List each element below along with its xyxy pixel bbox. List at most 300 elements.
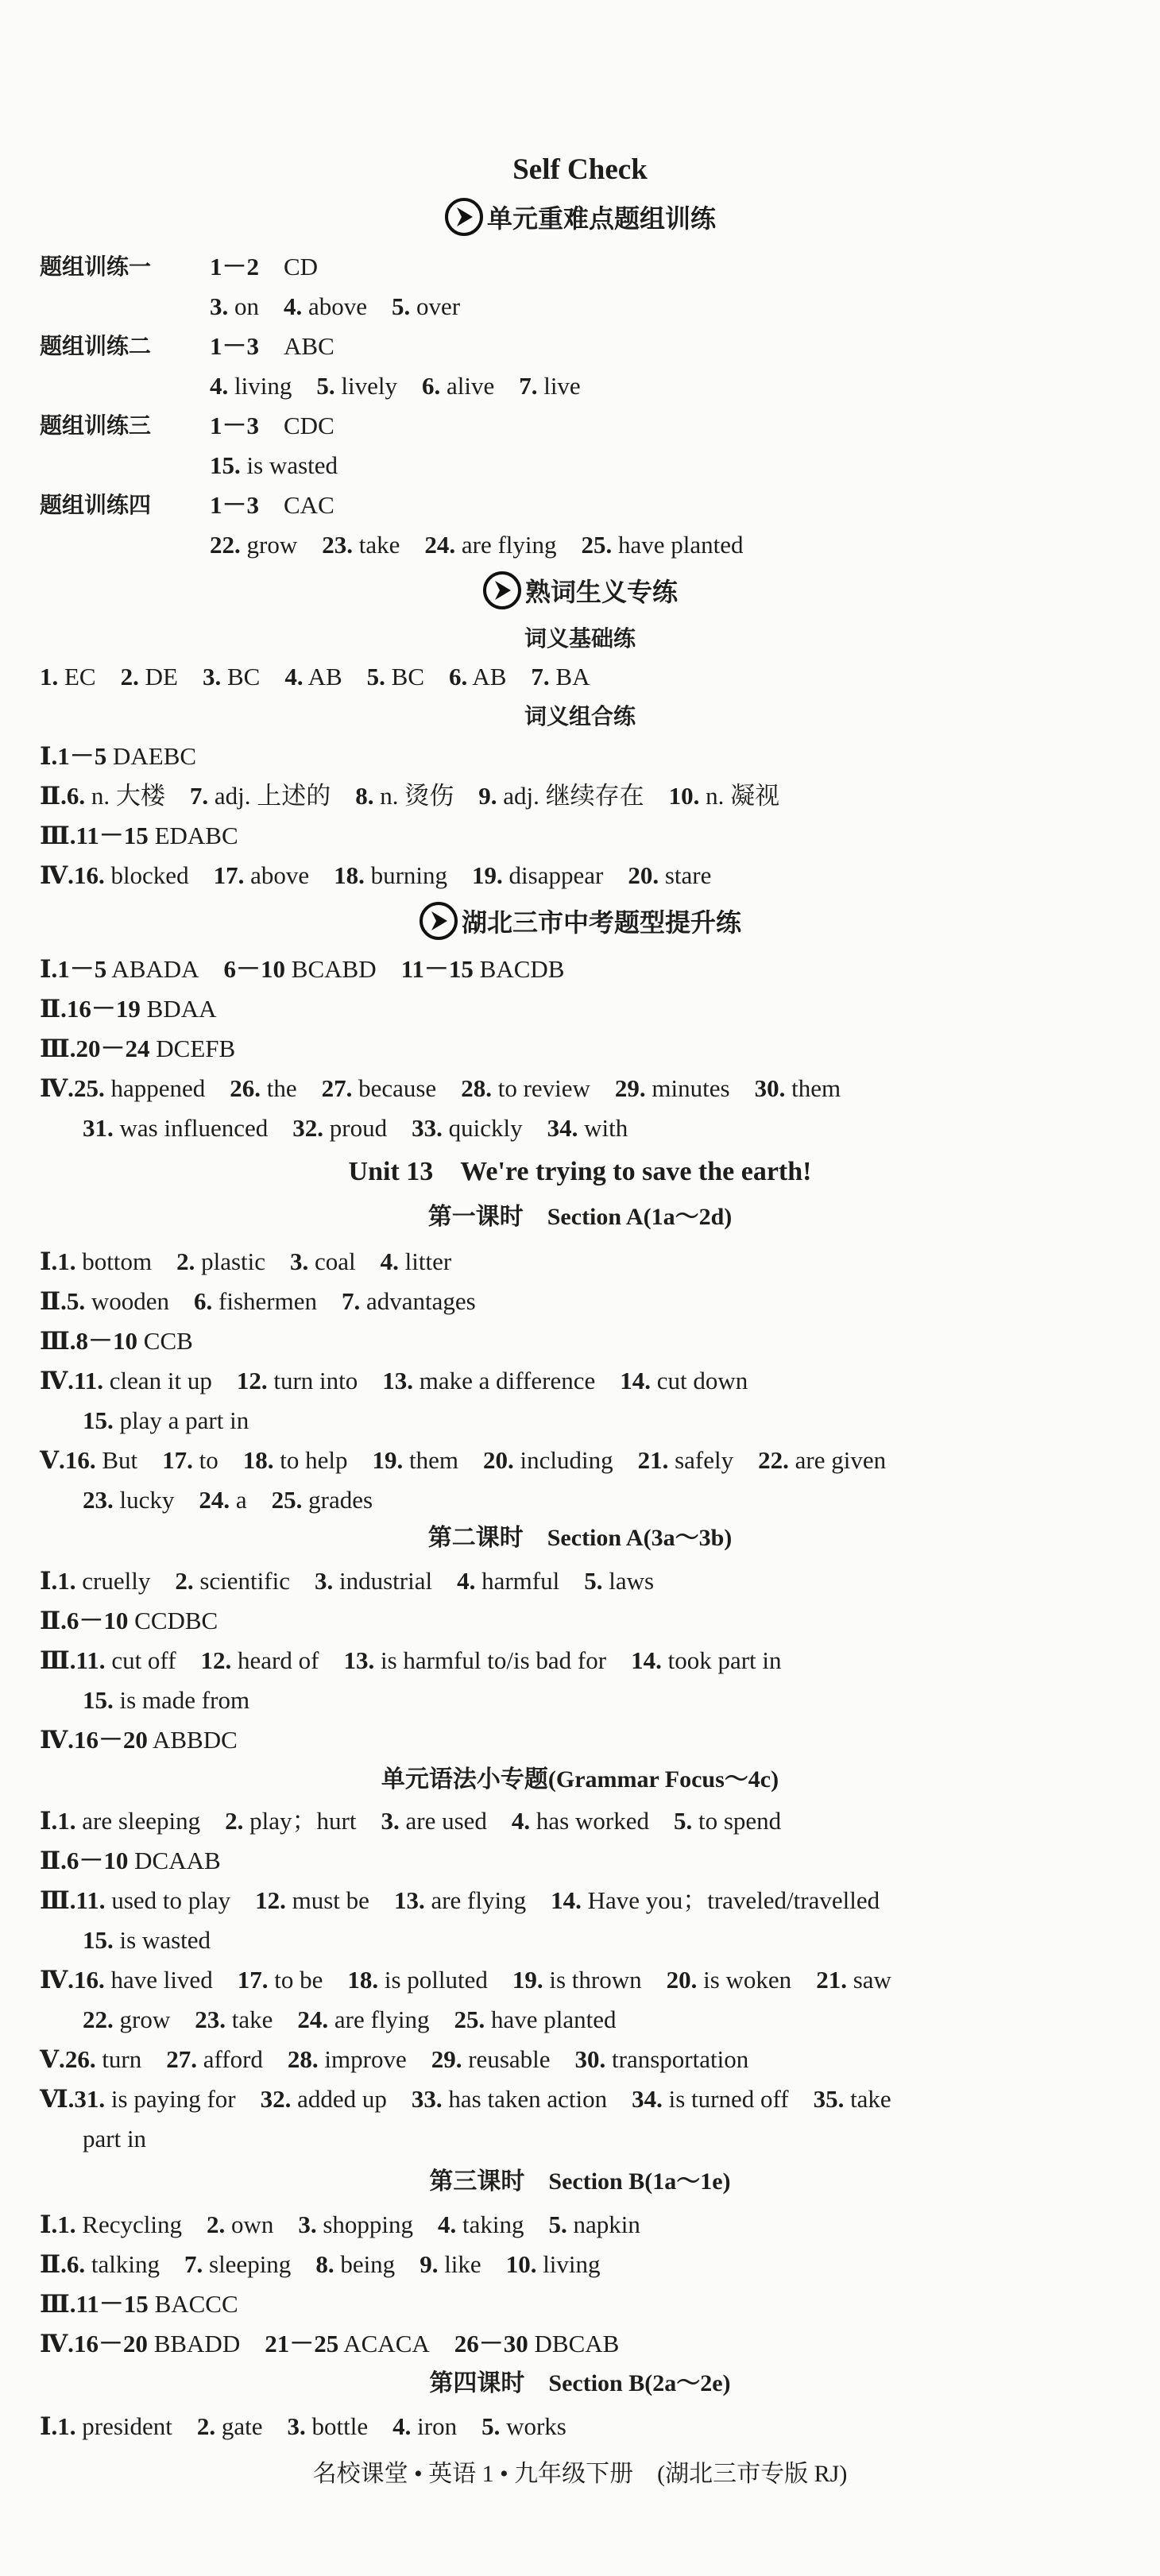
answer-text: saw bbox=[846, 1966, 891, 1994]
answer-text: on bbox=[228, 292, 259, 320]
answer-item bbox=[483, 1446, 613, 1474]
answer-item bbox=[40, 2045, 65, 2073]
answer-line bbox=[40, 1033, 235, 1065]
answer-line bbox=[40, 1365, 748, 1397]
part-numeral: Ⅳ. bbox=[40, 2330, 74, 2357]
item-number: 31. bbox=[83, 1114, 114, 1142]
answer-item bbox=[343, 1646, 606, 1674]
arrow-badge-icon bbox=[482, 571, 522, 610]
answer-line bbox=[40, 2083, 891, 2115]
item-number: 11－15 bbox=[400, 955, 474, 983]
answer-item bbox=[40, 1567, 57, 1595]
answer-text: stare bbox=[659, 861, 712, 889]
answer-text: are sleeping bbox=[75, 1807, 201, 1835]
answer-text: DCAAB bbox=[128, 1847, 221, 1874]
item-number: 16－19 bbox=[66, 995, 141, 1023]
answer-item bbox=[638, 1446, 734, 1474]
answer-line bbox=[40, 820, 238, 852]
answer-text: to spend bbox=[692, 1807, 782, 1835]
answer-item bbox=[176, 1247, 265, 1275]
part-numeral: Ⅴ. bbox=[40, 2045, 65, 2073]
answer-item bbox=[76, 1646, 176, 1674]
answer-text: to be bbox=[268, 1966, 323, 1994]
answer-line bbox=[83, 2004, 617, 2036]
answer-text: must be bbox=[285, 1886, 369, 1914]
arrow-badge-icon bbox=[419, 901, 458, 941]
item-number: 32. bbox=[292, 1114, 324, 1142]
item-number: 11. bbox=[75, 1646, 106, 1674]
answer-item bbox=[755, 1074, 841, 1102]
answer-item bbox=[316, 372, 397, 400]
item-number: 7. bbox=[189, 782, 209, 810]
answer-line bbox=[210, 450, 338, 482]
answer-item bbox=[210, 451, 338, 479]
answer-item bbox=[237, 1367, 358, 1394]
subheading: 词义组合练 bbox=[524, 703, 636, 729]
answer-item bbox=[40, 2412, 57, 2440]
answer-text: BCABD bbox=[285, 955, 377, 983]
item-number: 18. bbox=[334, 861, 365, 889]
answer-text: is polluted bbox=[378, 1966, 488, 1994]
item-number: 2. bbox=[120, 663, 139, 690]
answer-text: cruelly bbox=[75, 1567, 151, 1595]
answer-text: But bbox=[95, 1446, 138, 1474]
answer-text: living bbox=[228, 372, 292, 400]
item-number: 10. bbox=[668, 782, 700, 810]
answer-text: talking bbox=[85, 2250, 160, 2278]
item-number: 16. bbox=[73, 861, 105, 889]
answer-text: n. 烫伤 bbox=[373, 782, 454, 810]
answer-text: adj. 继续存在 bbox=[497, 782, 644, 810]
answer-item bbox=[334, 861, 447, 889]
answer-text: lively bbox=[334, 372, 397, 400]
answer-item bbox=[40, 1726, 74, 1754]
answer-text: is paying for bbox=[105, 2085, 236, 2113]
item-number: 16. bbox=[64, 1446, 96, 1474]
answer-line bbox=[40, 2209, 640, 2241]
answer-text: BC bbox=[385, 663, 425, 690]
answer-item bbox=[40, 1807, 57, 1835]
item-number: 20. bbox=[666, 1966, 698, 1994]
answer-text: works bbox=[500, 2412, 566, 2440]
answer-text: scientific bbox=[193, 1567, 290, 1595]
item-number: 25. bbox=[454, 2005, 485, 2033]
answer-item bbox=[57, 1807, 200, 1835]
item-number: 2. bbox=[176, 1247, 195, 1275]
answer-text: AB bbox=[467, 663, 507, 690]
answer-text: adj. 上述的 bbox=[208, 782, 331, 810]
item-number: 26－30 bbox=[454, 2330, 528, 2357]
answer-text: BDAA bbox=[140, 995, 217, 1023]
answer-line bbox=[40, 2288, 238, 2320]
answer-item bbox=[243, 1446, 348, 1474]
answer-line bbox=[210, 529, 744, 561]
item-number: 8. bbox=[315, 2250, 334, 2278]
answer-text: cut off bbox=[105, 1646, 176, 1674]
answer-text: play a part in bbox=[113, 1406, 249, 1434]
answer-line bbox=[83, 2123, 146, 2155]
item-number: 13. bbox=[382, 1367, 414, 1394]
item-number: 23. bbox=[322, 531, 353, 559]
section-heading-2: 熟词生义专练 bbox=[0, 571, 1160, 614]
item-number: 2. bbox=[196, 2412, 216, 2440]
answer-item bbox=[342, 1287, 476, 1315]
answer-text: disappear bbox=[502, 861, 604, 889]
answer-text: ABADA bbox=[106, 955, 199, 983]
answer-item bbox=[401, 955, 565, 983]
answer-line bbox=[83, 1112, 628, 1144]
answer-line bbox=[40, 1645, 782, 1677]
answer-line bbox=[40, 1445, 886, 1476]
arrow-badge-icon bbox=[444, 197, 484, 237]
answer-item bbox=[381, 1807, 486, 1835]
answer-text: AB bbox=[303, 663, 342, 690]
answer-item bbox=[83, 2005, 170, 2033]
answer-text: is wasted bbox=[240, 451, 338, 479]
part-numeral: Ⅰ. bbox=[40, 1567, 58, 1595]
item-number: 3. bbox=[210, 292, 229, 320]
answer-item bbox=[355, 782, 454, 810]
answer-text: fishermen bbox=[212, 1287, 318, 1315]
answer-item bbox=[449, 663, 506, 690]
item-number: 3. bbox=[287, 2412, 306, 2440]
answer-item bbox=[667, 1966, 792, 1994]
answer-item bbox=[76, 822, 238, 849]
part-numeral: Ⅵ. bbox=[40, 2085, 75, 2113]
item-number: 2. bbox=[206, 2210, 226, 2238]
part-numeral: Ⅴ. bbox=[40, 1446, 65, 1474]
answer-line bbox=[40, 953, 564, 985]
answer-line: 1－3 CAC bbox=[210, 491, 334, 519]
lesson-title: 第二课时 Section A(3a～3b) bbox=[427, 1525, 733, 1551]
answer-item bbox=[478, 782, 644, 810]
answer-text: above bbox=[302, 292, 368, 320]
answer-item bbox=[284, 663, 342, 690]
answer-item bbox=[272, 1486, 373, 1514]
answer-line bbox=[40, 1964, 891, 1996]
answer-item bbox=[265, 2330, 430, 2357]
answer-item bbox=[512, 1807, 649, 1835]
answer-item bbox=[472, 861, 603, 889]
answer-line bbox=[40, 2249, 601, 2280]
item-number: 5. bbox=[481, 2412, 501, 2440]
answer-text: CCDBC bbox=[128, 1607, 218, 1634]
answer-line bbox=[40, 661, 590, 693]
answer-text: harmful bbox=[475, 1567, 560, 1595]
item-number: 25. bbox=[271, 1486, 303, 1514]
answer-item bbox=[674, 1807, 781, 1835]
answer-text: to help bbox=[273, 1446, 348, 1474]
answer-text: was influenced bbox=[113, 1114, 269, 1142]
item-number: 1. bbox=[57, 2412, 76, 2440]
item-number: 11. bbox=[73, 1367, 103, 1394]
answer-text: afford bbox=[197, 2045, 263, 2073]
answer-item bbox=[230, 1074, 296, 1102]
answer-text: DAEBC bbox=[106, 742, 197, 770]
item-number: 9. bbox=[478, 782, 497, 810]
item-number: 22. bbox=[83, 2005, 114, 2033]
answer-text: CCB bbox=[137, 1327, 193, 1355]
section-heading-1: 单元重难点题组训练 bbox=[0, 197, 1160, 241]
answer-item bbox=[816, 1966, 891, 1994]
answer-text: quickly bbox=[442, 1114, 523, 1142]
answer-line bbox=[83, 1924, 211, 1956]
item-number: 4. bbox=[284, 663, 304, 690]
answer-item bbox=[615, 1074, 730, 1102]
answer-item bbox=[121, 663, 178, 690]
answer-text: BA bbox=[549, 663, 590, 690]
answer-text: taking bbox=[456, 2210, 524, 2238]
lesson-title: 第三课时 Section B(1a～1e) bbox=[429, 2168, 731, 2195]
item-number: 16. bbox=[73, 1966, 105, 1994]
answer-line bbox=[83, 1684, 249, 1716]
answer-text: living bbox=[536, 2250, 601, 2278]
group-label-2: 题组训练二 bbox=[40, 333, 152, 359]
answer-item bbox=[551, 1886, 880, 1914]
answer-text: iron bbox=[411, 2412, 458, 2440]
item-number: 6－10 bbox=[66, 1847, 129, 1874]
item-number: 18. bbox=[347, 1966, 379, 1994]
item-number: 12. bbox=[200, 1646, 232, 1674]
answer-item bbox=[290, 1247, 356, 1275]
answer-text: gate bbox=[215, 2412, 263, 2440]
answer-item bbox=[74, 1367, 212, 1394]
answer-item bbox=[83, 2125, 146, 2152]
answer-text: above bbox=[244, 861, 310, 889]
item-number: 21. bbox=[816, 1966, 847, 1994]
item-number: 14. bbox=[551, 1886, 582, 1914]
answer-item bbox=[40, 742, 57, 770]
answer-text: being bbox=[334, 2250, 396, 2278]
answer-item bbox=[519, 372, 581, 400]
item-number: 22. bbox=[758, 1446, 789, 1474]
answer-item bbox=[175, 1567, 290, 1595]
answer-item bbox=[40, 1847, 67, 1874]
lesson-title: 第四课时 Section B(2a～2e) bbox=[429, 2370, 731, 2396]
answer-line bbox=[40, 1805, 781, 1837]
page-footer: 名校课堂 • 英语 1 • 九年级下册 (湖北三市专版 RJ) bbox=[312, 2461, 848, 2487]
answer-text: turn into bbox=[267, 1367, 358, 1394]
item-number: 29. bbox=[614, 1074, 646, 1102]
answer-item bbox=[758, 1446, 886, 1474]
part-numeral: Ⅰ. bbox=[40, 955, 58, 983]
answer-text: is made from bbox=[113, 1686, 250, 1714]
answer-text: own bbox=[225, 2210, 274, 2238]
item-number: 12. bbox=[255, 1886, 286, 1914]
answer-text: part in bbox=[83, 2125, 147, 2152]
answer-item bbox=[76, 1886, 231, 1914]
item-number: 9. bbox=[420, 2250, 439, 2278]
answer-text: laws bbox=[602, 1567, 655, 1595]
unit-title: Unit 13 We're trying to save the earth! bbox=[348, 1157, 812, 1186]
part-numeral: Ⅰ. bbox=[40, 742, 58, 770]
item-number: 21－25 bbox=[265, 2330, 339, 2357]
item-number: 11－15 bbox=[75, 2290, 149, 2318]
item-number: 32. bbox=[260, 2085, 292, 2113]
item-number: 17. bbox=[237, 1966, 269, 1994]
answer-item bbox=[582, 531, 744, 559]
answer-item bbox=[74, 2330, 240, 2357]
answer-item bbox=[584, 1567, 654, 1595]
answer-item bbox=[531, 663, 590, 690]
answer-item bbox=[83, 1406, 249, 1434]
answer-item bbox=[382, 1367, 595, 1394]
item-number: 3. bbox=[381, 1807, 400, 1835]
answer-item bbox=[261, 2085, 387, 2113]
item-number: 4. bbox=[511, 1807, 531, 1835]
item-number: 5. bbox=[316, 372, 335, 400]
answer-line bbox=[210, 370, 581, 402]
answer-line: 1－3 ABC bbox=[210, 332, 334, 360]
item-number: 1. bbox=[57, 2210, 76, 2238]
item-number: 3. bbox=[298, 2210, 317, 2238]
item-number: 8. bbox=[355, 782, 374, 810]
item-number: 28. bbox=[461, 1074, 492, 1102]
answer-item bbox=[292, 1114, 387, 1142]
item-number: 3. bbox=[290, 1247, 309, 1275]
answer-text: happened bbox=[104, 1074, 206, 1102]
answer-item bbox=[438, 2210, 524, 2238]
part-numeral: Ⅱ. bbox=[40, 2250, 67, 2278]
item-number: 11－15 bbox=[75, 822, 149, 849]
answer-text: grow bbox=[240, 531, 298, 559]
item-number: 19. bbox=[372, 1446, 404, 1474]
answer-item bbox=[454, 2330, 620, 2357]
item-number: 4. bbox=[392, 2412, 412, 2440]
part-numeral: Ⅰ. bbox=[40, 1247, 58, 1275]
answer-item bbox=[506, 2250, 601, 2278]
answer-item bbox=[67, 1287, 169, 1315]
answer-item bbox=[40, 1247, 57, 1275]
answer-item bbox=[40, 2250, 67, 2278]
part-numeral: Ⅱ. bbox=[40, 995, 67, 1023]
answer-item bbox=[67, 995, 217, 1023]
item-number: 14. bbox=[631, 1646, 662, 1674]
answer-line bbox=[40, 1286, 476, 1317]
answer-text: n. 大楼 bbox=[85, 782, 165, 810]
answer-text: safely bbox=[668, 1446, 734, 1474]
answer-item bbox=[74, 1074, 205, 1102]
answer-item bbox=[40, 955, 57, 983]
item-number: 20－24 bbox=[75, 1035, 150, 1062]
item-number: 33. bbox=[412, 1114, 443, 1142]
answer-text: with bbox=[578, 1114, 628, 1142]
item-number: 26. bbox=[64, 2045, 96, 2073]
answer-item bbox=[74, 2085, 235, 2113]
answer-item bbox=[315, 2250, 395, 2278]
answer-item bbox=[632, 2085, 788, 2113]
item-number: 31. bbox=[74, 2085, 106, 2113]
answer-text: DCEFB bbox=[149, 1035, 236, 1062]
answer-item bbox=[669, 782, 780, 810]
answer-text: transportation bbox=[605, 2045, 749, 2073]
item-number: 15. bbox=[210, 451, 241, 479]
answer-line bbox=[40, 780, 779, 812]
part-numeral: Ⅱ. bbox=[40, 1607, 67, 1634]
item-number: 1－5 bbox=[57, 955, 107, 983]
answer-item bbox=[57, 2210, 182, 2238]
item-number: 14. bbox=[620, 1367, 651, 1394]
answer-text: has worked bbox=[530, 1807, 649, 1835]
item-number: 29. bbox=[431, 2045, 462, 2073]
answer-item bbox=[372, 1446, 458, 1474]
answer-item bbox=[184, 2250, 291, 2278]
answer-item bbox=[210, 372, 292, 400]
answer-text: Have you；traveled/travelled bbox=[581, 1886, 880, 1914]
answer-item bbox=[392, 292, 460, 320]
item-number: 5. bbox=[366, 663, 385, 690]
item-number: 5. bbox=[66, 1287, 86, 1315]
answer-item bbox=[166, 2045, 263, 2073]
answer-item bbox=[201, 1646, 319, 1674]
answer-text: litter bbox=[398, 1247, 452, 1275]
answer-item bbox=[40, 1886, 76, 1914]
answer-text: improve bbox=[318, 2045, 407, 2073]
answer-item bbox=[288, 2412, 369, 2440]
answer-text: grow bbox=[113, 2005, 171, 2033]
answer-item bbox=[461, 1074, 590, 1102]
answer-text: is harmful to/is bad for bbox=[374, 1646, 607, 1674]
answer-item bbox=[238, 1966, 323, 1994]
item-number: 7. bbox=[519, 372, 538, 400]
answer-line bbox=[40, 1605, 218, 1637]
lesson-title: 第一课时 Section A(1a～2d) bbox=[427, 1204, 733, 1230]
part-numeral: Ⅲ. bbox=[40, 1327, 76, 1355]
item-number: 30. bbox=[574, 2045, 606, 2073]
answer-text: are given bbox=[788, 1446, 887, 1474]
subheading: 词义基础练 bbox=[524, 625, 636, 652]
answer-item bbox=[207, 2210, 273, 2238]
answer-item bbox=[83, 1926, 211, 1954]
part-numeral: Ⅳ. bbox=[40, 1966, 74, 1994]
page-title: Self Check bbox=[512, 153, 648, 186]
answer-item bbox=[322, 531, 400, 559]
answer-text: them bbox=[785, 1074, 841, 1102]
answer-text: have planted bbox=[612, 531, 744, 559]
answer-item bbox=[40, 2290, 76, 2318]
answer-line bbox=[40, 1325, 193, 1357]
answer-text: blocked bbox=[104, 861, 189, 889]
answer-text: have planted bbox=[485, 2005, 617, 2033]
answer-line bbox=[40, 1565, 654, 1597]
part-numeral: Ⅲ. bbox=[40, 1646, 76, 1674]
item-number: 27. bbox=[321, 1074, 353, 1102]
answer-text: industrial bbox=[333, 1567, 433, 1595]
part-numeral: Ⅳ. bbox=[40, 1074, 74, 1102]
item-number: 19. bbox=[472, 861, 503, 889]
item-number: 1. bbox=[40, 663, 59, 690]
answer-item bbox=[454, 2005, 617, 2033]
answer-text: bottle bbox=[305, 2412, 369, 2440]
answer-line: 1－3 CDC bbox=[210, 412, 334, 439]
answer-text: take bbox=[225, 2005, 273, 2033]
part-numeral: Ⅳ. bbox=[40, 1367, 74, 1394]
item-number: 24. bbox=[297, 2005, 329, 2033]
answer-item bbox=[40, 1287, 67, 1315]
answer-item bbox=[628, 861, 711, 889]
answer-text: because bbox=[352, 1074, 437, 1102]
part-numeral: Ⅱ. bbox=[40, 782, 67, 810]
answer-text: BACCC bbox=[148, 2290, 238, 2318]
answer-text: lucky bbox=[113, 1486, 175, 1514]
answer-item bbox=[298, 2210, 413, 2238]
answer-line bbox=[40, 741, 196, 772]
item-number: 16－20 bbox=[73, 1726, 148, 1754]
answer-item bbox=[225, 1807, 356, 1835]
item-number: 4. bbox=[284, 292, 303, 320]
answer-item bbox=[512, 1966, 642, 1994]
answer-text: grades bbox=[302, 1486, 373, 1514]
